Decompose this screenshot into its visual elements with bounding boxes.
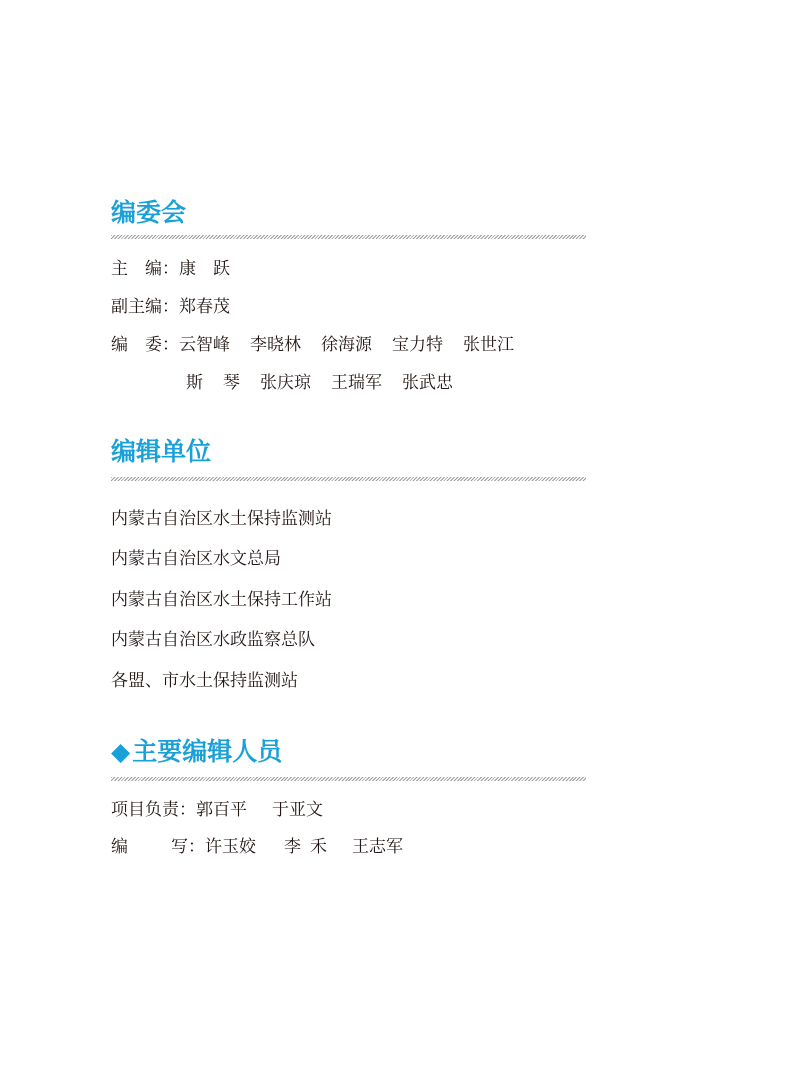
board-member-name: 宝力特 [392,335,443,355]
deputy-editor-label: 副主编： [111,297,179,317]
chief-editor-name: 康 [179,259,196,279]
writer-name: 禾 [310,837,327,857]
project-lead-line [111,799,323,821]
unit-item: 各盟、市水土保持监测站 [111,671,298,691]
writer-name: 王志军 [352,837,403,857]
label-colon: ： [162,259,179,279]
project-lead-name: 于亚文 [272,800,323,820]
unit-item: 内蒙古自治区水政监察总队 [111,630,315,650]
section-divider [111,777,586,781]
deputy-editor-line [111,296,230,318]
writers-line [111,836,403,858]
section-heading-editing-units: 编辑单位 [111,437,212,466]
chief-editor-line [111,258,230,280]
section-heading-text: 主要编辑人员 [132,737,283,766]
label-char: 编 [145,259,162,279]
board-member-name: 云智峰 [179,335,230,355]
board-member-name: 张庆琼 [260,373,311,393]
diamond-bullet-icon: ◆ [111,737,131,766]
board-member-name: 张世江 [463,335,514,355]
board-member-name: 斯 [186,373,203,393]
label-colon: ： [162,335,179,355]
unit-item: 内蒙古自治区水文总局 [111,549,281,569]
board-members-line [111,334,514,356]
label-char: 委 [145,335,162,355]
board-member-name: 李晓林 [250,335,301,355]
project-lead-label: 项目负责： [111,800,196,820]
label-colon: ： [188,837,205,857]
board-members-line-2 [186,372,453,394]
section-heading-main-editors [111,737,282,767]
writer-name: 李 [284,837,301,857]
unit-item: 内蒙古自治区水土保持监测站 [111,509,332,529]
deputy-editor-name: 郑春茂 [179,297,230,317]
board-member-name: 张武忠 [402,373,453,393]
section-divider [111,477,586,481]
writer-name: 许玉姣 [205,837,256,857]
unit-item: 内蒙古自治区水土保持工作站 [111,590,332,610]
label-char: 主 [111,259,128,279]
label-char: 编 [111,837,128,857]
board-member-name: 琴 [223,373,240,393]
label-char: 写 [171,837,188,857]
board-member-name: 徐海源 [321,335,372,355]
section-heading-editorial-board: 编委会 [111,198,187,227]
board-member-name: 王瑞军 [331,373,382,393]
project-lead-name: 郭百平 [196,800,247,820]
section-divider [111,235,586,239]
chief-editor-name: 跃 [213,259,230,279]
label-char: 编 [111,335,128,355]
